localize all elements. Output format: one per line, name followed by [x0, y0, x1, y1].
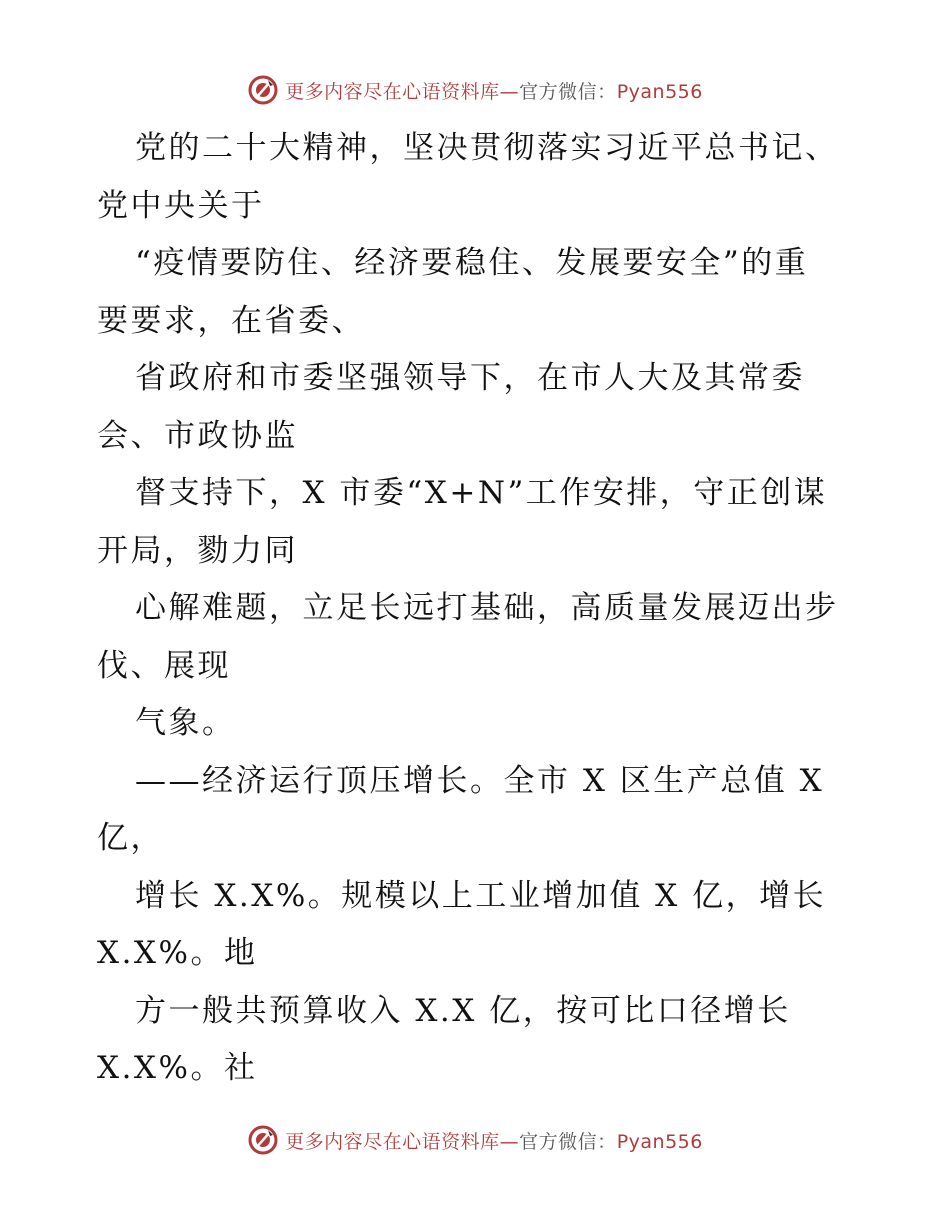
banner-brand: 更多内容尽在心语资料库	[285, 1130, 500, 1153]
text-line: 党的二十大精神，坚决贯彻落实习近平总书记、	[135, 130, 839, 166]
text-line: 增长 X.X%。规模以上工业增加值 X 亿，增长	[135, 877, 827, 914]
text-line: 气象。	[135, 705, 236, 741]
banner-text	[285, 1127, 703, 1154]
banner-wechat-label: 官方微信：	[519, 80, 617, 103]
text-line: 亿，	[97, 820, 164, 856]
banner-wechat-handle: Pyan556	[616, 1130, 703, 1153]
banner-brand: 更多内容尽在心语资料库	[285, 80, 500, 103]
seal-logo-icon	[247, 74, 279, 106]
banner-text	[285, 77, 703, 104]
text-line: “疫情要防住、经济要稳住、发展要安全”的重	[135, 245, 809, 281]
banner-separator: —	[499, 1130, 520, 1153]
text-line: 督支持下，X 市委“X+N”工作安排，守正创谋	[135, 475, 828, 511]
text-line: 心解难题，立足长远打基础，高质量发展迈出步	[135, 590, 839, 626]
footer-banner	[0, 1120, 950, 1160]
text-line: 方一般共预算收入 X.X 亿，按可比口径增长	[135, 992, 791, 1029]
text-line: 会、市政协监	[97, 417, 298, 454]
seal-logo-icon	[247, 1124, 279, 1156]
document-body	[97, 120, 857, 1098]
text-line: 要要求，在省委、	[97, 302, 365, 339]
text-line: 党中央关于	[97, 187, 265, 224]
banner-wechat-label: 官方微信：	[519, 1130, 617, 1153]
text-line: 省政府和市委坚强领导下，在市人大及其常委	[135, 360, 805, 396]
header-banner	[0, 70, 950, 110]
banner-separator: —	[499, 80, 520, 103]
text-line: ——经济运行顶压增长。全市 X 区生产总值 X	[135, 762, 825, 799]
text-line: X.X%。地	[97, 935, 258, 971]
banner-wechat-handle: Pyan556	[616, 80, 703, 103]
text-line: X.X%。社	[97, 1050, 258, 1086]
text-line: 开局，勠力同	[97, 532, 298, 569]
text-line: 伐、展现	[97, 647, 231, 684]
